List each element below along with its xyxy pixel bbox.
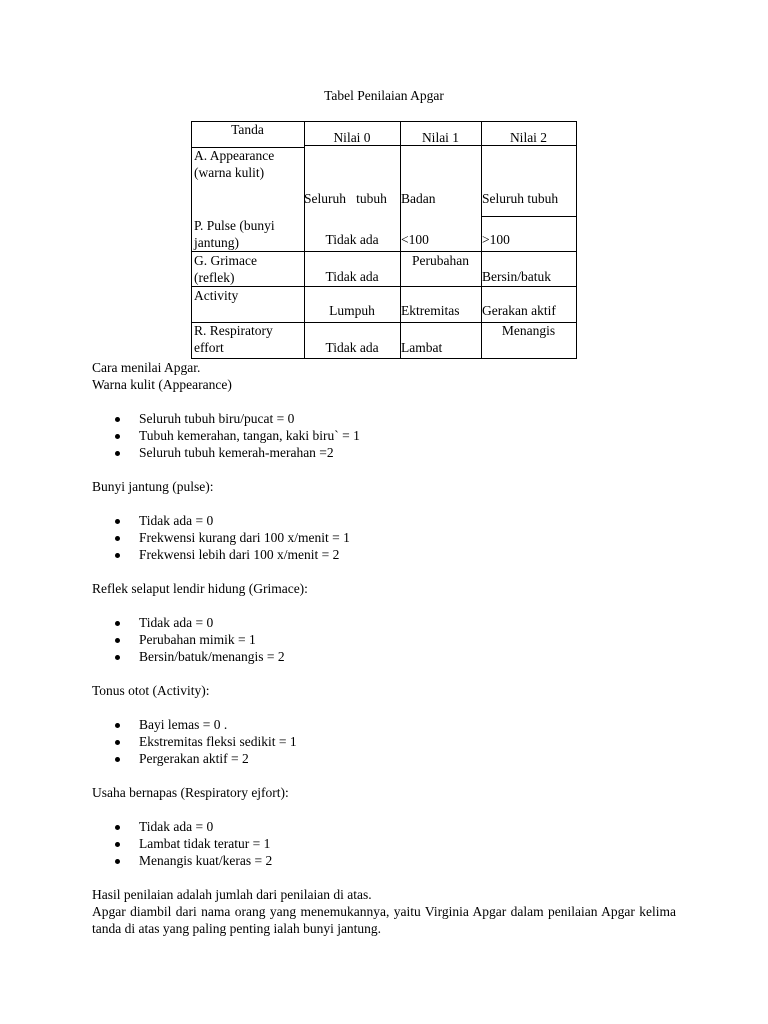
apgar-table: [191, 121, 577, 359]
activity-heading: Tonus otot (Activity):: [92, 683, 210, 698]
appearance-list: [92, 410, 676, 461]
pulse-nilai-0: Tidak ada: [325, 232, 379, 247]
activity-nilai-2: Gerakan aktif: [482, 303, 556, 318]
list-item: Bersin/batuk/menangis = 2: [139, 648, 676, 665]
appearance-nilai-1: Badan: [401, 191, 436, 206]
list-item: Ekstremitas fleksi sedikit = 1: [139, 733, 676, 750]
list-item: Lambat tidak teratur = 1: [139, 835, 676, 852]
pulse-label-line2: jantung): [194, 235, 239, 250]
table-rule-grimace: [191, 286, 577, 287]
grimace-nilai-2: Bersin/batuk: [482, 269, 551, 284]
document-body: [92, 359, 676, 937]
conclusion-line: Hasil penilaian adalah jumlah dari penilaian di atas.: [92, 887, 372, 902]
list-item: Bayi lemas = 0 .: [139, 716, 676, 733]
grimace-nilai-1: Perubahan: [412, 253, 469, 268]
table-rule-appearance-right: [481, 216, 577, 217]
list-item: Tidak ada = 0: [139, 818, 676, 835]
list-item: Perubahan mimik = 1: [139, 631, 676, 648]
pulse-nilai-1: <100: [401, 232, 429, 247]
header-nilai-2: Nilai 2: [509, 130, 548, 145]
table-border-right: [576, 121, 577, 359]
activity-list: [92, 716, 676, 767]
grimace-list: [92, 614, 676, 665]
activity-label: Activity: [194, 288, 239, 303]
list-item: Tubuh kemerahan, tangan, kaki biru` = 1: [139, 427, 676, 444]
appearance-nilai-0: Seluruh tubuh: [304, 191, 387, 206]
intro-line: Cara menilai Apgar.: [92, 360, 201, 375]
respiratory-nilai-0: Tidak ada: [325, 340, 379, 355]
appearance-nilai-2: Seluruh tubuh: [482, 191, 559, 206]
respiratory-label-line1: R. Respiratory: [194, 323, 273, 338]
pulse-list: [92, 512, 676, 563]
list-item: Menangis kuat/keras = 2: [139, 852, 676, 869]
appearance-label-line1: A. Appearance: [194, 148, 275, 163]
pulse-heading: Bunyi jantung (pulse):: [92, 479, 214, 494]
appearance-label-line2: (warna kulit): [194, 165, 265, 180]
header-nilai-0: Nilai 0: [333, 130, 371, 145]
activity-nilai-1: Ektremitas: [401, 303, 460, 318]
respiratory-nilai-2: Menangis: [501, 323, 556, 338]
respiratory-label-line2: effort: [194, 340, 224, 355]
list-item: Frekwensi lebih dari 100 x/menit = 2: [139, 546, 676, 563]
pulse-label-line1: P. Pulse (bunyi: [194, 218, 275, 233]
list-item: Pergerakan aktif = 2: [139, 750, 676, 767]
grimace-nilai-0: Tidak ada: [325, 269, 379, 284]
table-border-left: [191, 121, 192, 359]
respiratory-nilai-1: Lambat: [401, 340, 443, 355]
list-item: Tidak ada = 0: [139, 614, 676, 631]
grimace-label-line1: G. Grimace: [194, 253, 257, 268]
respiratory-heading: Usaha bernapas (Respiratory ejfort):: [92, 785, 289, 800]
respiratory-list: [92, 818, 676, 869]
pulse-nilai-2: >100: [482, 232, 510, 247]
grimace-label-line2: (reflek): [194, 270, 235, 285]
list-item: Tidak ada = 0: [139, 512, 676, 529]
activity-nilai-0: Lumpuh: [329, 303, 375, 318]
list-item: Frekwensi kurang dari 100 x/menit = 1: [139, 529, 676, 546]
header-tanda: Tanda: [231, 122, 264, 137]
grimace-heading: Reflek selaput lendir hidung (Grimace):: [92, 581, 308, 596]
header-nilai-1: Nilai 1: [421, 130, 460, 145]
conclusion-paragraph: Apgar diambil dari nama orang yang menemukannya, yaitu Virginia Apgar dalam penilaian Apgar kelima tanda di atas yang paling penting ialah bunyi jantung.: [92, 904, 676, 936]
list-item: Seluruh tubuh kemerah-merahan =2: [139, 444, 676, 461]
appearance-heading: Warna kulit (Appearance): [92, 377, 232, 392]
document-title: Tabel Penilaian Apgar: [324, 88, 444, 103]
list-item: Seluruh tubuh biru/pucat = 0: [139, 410, 676, 427]
